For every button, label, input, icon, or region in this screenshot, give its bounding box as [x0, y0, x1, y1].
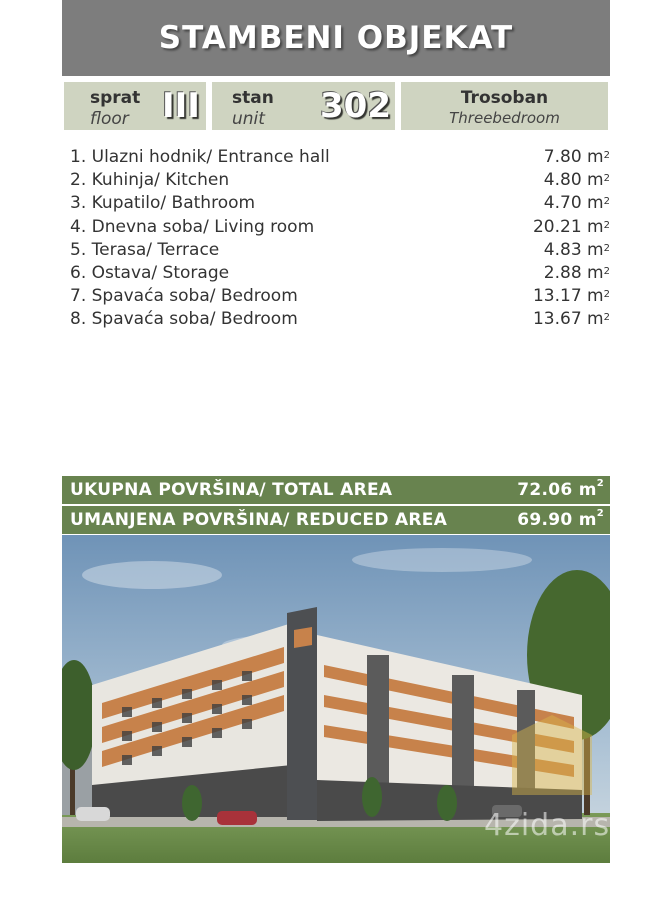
- unit-label-sp: stan: [232, 88, 274, 108]
- apartment-type-box: [395, 80, 610, 132]
- room-list: [70, 146, 610, 332]
- room-name: 8. Spavaća soba/ Bedroom: [70, 309, 298, 330]
- room-name: 3. Kupatilo/ Bathroom: [70, 193, 256, 214]
- unit-info-row: [62, 80, 610, 132]
- room-area: 4.80 $m^2$: [543, 170, 610, 191]
- unit-label-en: unit: [232, 109, 265, 129]
- total-area-label: UKUPNA POVRŠINA/ TOTAL AREA: [70, 480, 393, 500]
- page-title: STAMBENI OBJEKAT: [158, 20, 514, 56]
- list-item: [70, 285, 610, 308]
- total-area-bar: [62, 476, 610, 504]
- reduced-area-bar: [62, 506, 610, 534]
- room-area: 2.88 $m^2$: [543, 262, 610, 283]
- list-item: [70, 262, 610, 285]
- watermark: 4zida.rs: [484, 808, 611, 843]
- apartment-type-en: Threebedroom: [449, 109, 560, 127]
- list-item: [70, 239, 610, 262]
- unit-value: 302: [320, 86, 391, 126]
- room-area: 4.83 $m^2$: [543, 239, 610, 260]
- room-name: 4. Dnevna soba/ Living room: [70, 216, 315, 237]
- reduced-area-value: 69.90 $m^2$: [517, 508, 604, 530]
- room-area: 7.80 $m^2$: [543, 147, 610, 167]
- list-item: [70, 216, 610, 239]
- room-name: 5. Terasa/ Terrace: [70, 239, 220, 260]
- total-area-value: 72.06 $m^2$: [517, 478, 604, 500]
- list-item: [70, 169, 610, 192]
- reduced-area-label: UMANJENA POVRŠINA/ REDUCED AREA: [70, 510, 448, 530]
- floor-value: III: [162, 86, 200, 126]
- apartment-type-sp: Trosoban: [460, 88, 549, 108]
- floor-box: [62, 80, 208, 132]
- room-area: 13.67 $m^2$: [532, 309, 610, 330]
- room-name: 1. Ulazni hodnik/ Entrance hall: [70, 147, 330, 167]
- list-item: [70, 192, 610, 215]
- room-name: 2. Kuhinja/ Kitchen: [70, 170, 230, 191]
- floor-label-sp: sprat: [90, 88, 141, 108]
- title-banner: [62, 0, 610, 76]
- room-area: 4.70 $m^2$: [543, 193, 610, 214]
- room-area: 13.17 $m^2$: [532, 286, 610, 307]
- list-item: [70, 146, 610, 169]
- list-item: [70, 308, 610, 331]
- room-name: 6. Ostava/ Storage: [70, 262, 230, 283]
- room-name: 7. Spavaća soba/ Bedroom: [70, 286, 298, 307]
- room-area: 20.21 $m^2$: [532, 216, 610, 237]
- floor-label-en: floor: [90, 109, 129, 129]
